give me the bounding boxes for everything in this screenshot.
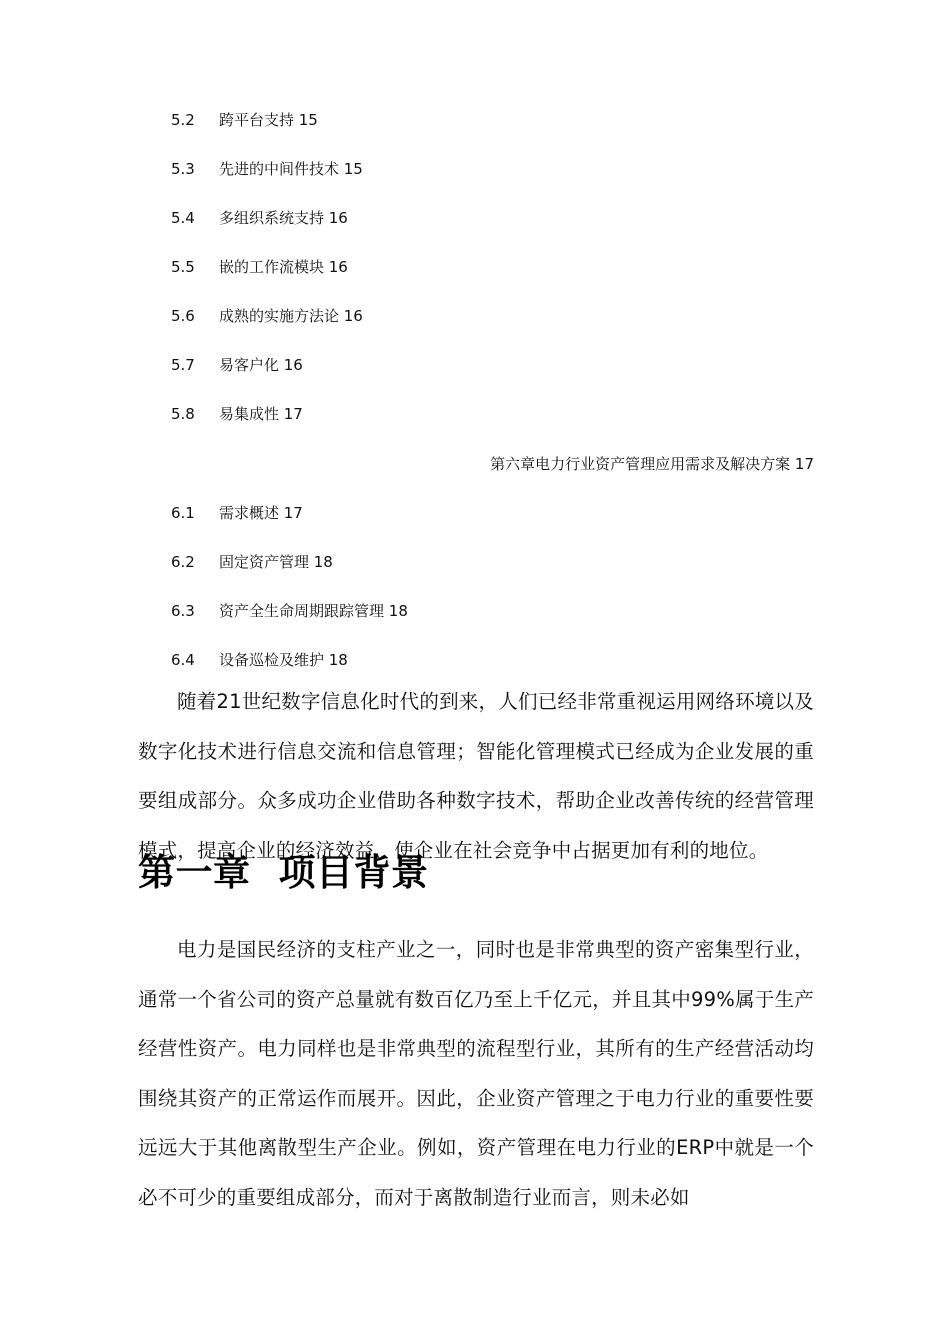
chapter-number: 第一章 xyxy=(138,851,251,894)
toc-item xyxy=(171,650,348,670)
toc-item xyxy=(171,503,303,523)
toc-item xyxy=(171,355,303,375)
intro-paragraph: 随着21世纪数字信息化时代的到来，人们已经非常重视运用网络环境以及数字化技术进行信息交流和信息管理；智能化管理模式已经成为企业发展的重要组成部分。众多成功企业借助各种数字技术，帮助企业改善传统的经营管理模式，提高企业的经济效益，使企业在社会竞争中占据更加有利的地位。 xyxy=(138,690,814,862)
toc-number: 5.8 xyxy=(171,405,195,423)
toc-item xyxy=(171,404,303,424)
toc-number: 5.6 xyxy=(171,307,195,325)
chapter-title: 项目背景 xyxy=(278,851,429,894)
toc-title: 嵌的工作流模块 16 xyxy=(219,258,348,276)
toc-item xyxy=(171,257,348,277)
toc-item xyxy=(171,159,363,179)
toc-title: 成熟的实施方法论 16 xyxy=(219,307,363,325)
toc-item xyxy=(171,601,408,621)
toc-title: 跨平台支持 15 xyxy=(219,111,318,129)
toc-number: 5.4 xyxy=(171,209,195,227)
toc-item xyxy=(171,110,318,130)
toc-title: 固定资产管理 18 xyxy=(219,553,333,571)
toc-item xyxy=(171,306,363,326)
toc-number: 6.4 xyxy=(171,651,195,669)
toc-title: 设备巡检及维护 18 xyxy=(219,651,348,669)
toc-item xyxy=(171,208,348,228)
toc-number: 6.2 xyxy=(171,553,195,571)
toc-title: 多组织系统支持 16 xyxy=(219,209,348,227)
chapter-1-heading xyxy=(138,850,429,896)
toc-title: 易集成性 17 xyxy=(219,405,303,423)
toc-number: 5.3 xyxy=(171,160,195,178)
toc-number: 6.3 xyxy=(171,602,195,620)
toc-title: 易客户化 16 xyxy=(219,356,303,374)
toc-number: 5.7 xyxy=(171,356,195,374)
toc-title: 先进的中间件技术 15 xyxy=(219,160,363,178)
toc-chapter-6: 第六章电力行业资产管理应用需求及解决方案 17 xyxy=(490,455,814,473)
toc-title: 资产全生命周期跟踪管理 18 xyxy=(219,602,408,620)
toc-number: 5.5 xyxy=(171,258,195,276)
toc-number: 6.1 xyxy=(171,504,195,522)
toc-item xyxy=(171,552,333,572)
toc-title: 需求概述 17 xyxy=(219,504,303,522)
toc-number: 5.2 xyxy=(171,111,195,129)
body-paragraph: 电力是国民经济的支柱产业之一，同时也是非常典型的资产密集型行业，通常一个省公司的资产总量就有数百亿乃至上千亿元，并且其中99%属于生产经营性资产。电力同样也是非常典型的流程型行业，其所有的生产经营活动均围绕其资产的正常运作而展开。因此，企业资产管理之于电力行业的重要性要远远大于其他离散型生产企业。例如，资产管理在电力行业的ERP中就是一个必不可少的重要组成部分，而对于离散制造行业而言，则未必如 xyxy=(138,938,814,1209)
